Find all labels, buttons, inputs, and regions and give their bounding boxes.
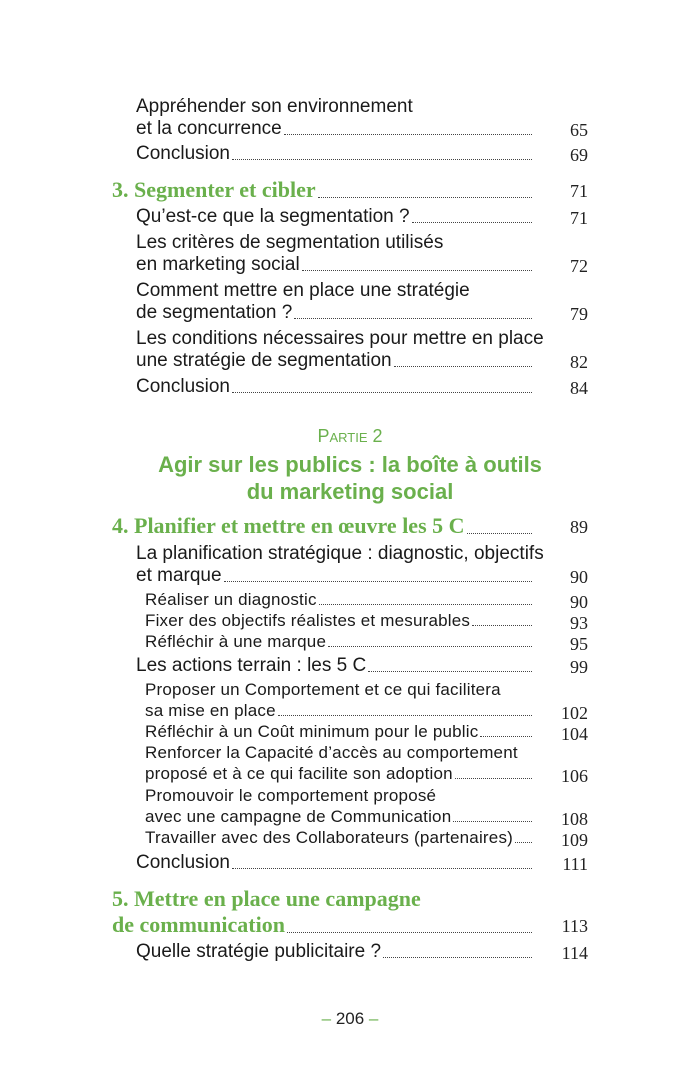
entry-title-text: en marketing social — [136, 254, 300, 275]
dot-leader — [453, 821, 532, 822]
entry-title-text: Conclusion — [136, 143, 230, 164]
entry-title-line — [112, 513, 540, 539]
page-number-ref: 65 — [570, 120, 588, 140]
dot-leader — [328, 646, 532, 647]
page-footer — [0, 1008, 700, 1030]
entry-title-line — [145, 722, 540, 742]
page-number-ref: 104 — [561, 724, 588, 744]
entry-title-line: La planification stratégique : diagnostic, objectifs — [136, 543, 544, 564]
entry-title-line: Renforcer la Capacité d’accès au comportement — [145, 743, 518, 762]
entry-title-line: Comment mettre en place une stratégie — [136, 280, 470, 301]
entry-title-line — [145, 611, 540, 631]
page-number-ref: 79 — [570, 304, 588, 324]
part-title-line-1: Agir sur les publics : la boîte à outils — [158, 452, 542, 477]
entry-title-text: Réaliser un diagnostic — [145, 590, 317, 609]
entry-title-text: Fixer des objectifs réalistes et mesurables — [145, 611, 471, 630]
page-number-ref: 114 — [561, 943, 588, 963]
entry-title-text: Conclusion — [136, 852, 230, 873]
dot-leader — [480, 736, 532, 737]
page-number-ref: 99 — [570, 657, 588, 677]
entry-title-text: proposé et à ce qui facilite son adoption — [145, 764, 453, 783]
page-number-ref: 102 — [561, 703, 588, 723]
part-label: Partie 2 — [317, 426, 383, 446]
dot-leader — [287, 932, 532, 933]
dot-leader — [467, 533, 532, 534]
entry-title-line — [145, 701, 540, 721]
entry-title-line — [136, 565, 540, 587]
entry-title-line — [136, 941, 540, 963]
entry-title-line — [145, 764, 540, 784]
page-number-ref: 89 — [570, 517, 588, 537]
dot-leader — [278, 715, 532, 716]
page-number-ref: 108 — [561, 809, 588, 829]
page-number-ref: 69 — [570, 145, 588, 165]
dot-leader — [232, 392, 532, 393]
entry-title-text: et marque — [136, 565, 222, 586]
page-number-ref: 82 — [570, 352, 588, 372]
entry-title-text: avec une campagne de Communication — [145, 807, 452, 826]
entry-title-line — [112, 177, 540, 203]
dot-leader — [383, 957, 532, 958]
entry-title-line: Les critères de segmentation utilisés — [136, 232, 444, 253]
entry-title-text: de segmentation ? — [136, 302, 293, 323]
page-number-ref: 111 — [562, 854, 588, 874]
entry-title-line: Appréhender son environnement — [136, 96, 413, 117]
entry-title-text: et la concurrence — [136, 118, 282, 139]
entry-title-text: de communication — [112, 912, 285, 937]
entry-title-line — [136, 302, 540, 324]
entry-title-line — [136, 206, 540, 228]
dot-leader — [394, 366, 532, 367]
dot-leader — [318, 197, 532, 198]
page-number-ref: 71 — [570, 208, 588, 228]
entry-title-line: 5. Mettre en place une campagne — [112, 886, 421, 911]
dot-leader — [412, 222, 532, 223]
entry-title-line: Promouvoir le comportement proposé — [145, 786, 437, 805]
footer-dash-right: – — [368, 1009, 379, 1028]
entry-title-text: une stratégie de segmentation — [136, 350, 392, 371]
entry-title-text: 4. Planifier et mettre en œuvre les 5 C — [112, 513, 465, 538]
entry-title-line — [145, 632, 540, 652]
page-number-ref: 93 — [570, 613, 588, 633]
entry-title-line — [136, 350, 540, 372]
entry-title-line — [136, 655, 540, 677]
page-number-ref: 90 — [570, 592, 588, 612]
dot-leader — [294, 318, 532, 319]
entry-title-line — [136, 376, 540, 398]
page-number-ref: 109 — [561, 830, 588, 850]
entry-title-line — [112, 912, 540, 938]
entry-title-line — [145, 590, 540, 610]
entry-title-text: 3. Segmenter et cibler — [112, 177, 316, 202]
entry-title-text: Conclusion — [136, 376, 230, 397]
dot-leader — [284, 134, 532, 135]
footer-dash-left: – — [321, 1009, 332, 1028]
entry-title-line — [145, 807, 540, 827]
page-number: 206 — [335, 1009, 365, 1028]
page-number-ref: 113 — [561, 916, 588, 936]
entry-title-line: Les conditions nécessaires pour mettre en place — [136, 328, 544, 349]
page-number-ref: 71 — [570, 181, 588, 201]
page-number-ref: 72 — [570, 256, 588, 276]
dot-leader — [472, 625, 532, 626]
entry-title-text: Les actions terrain : les 5 C — [136, 655, 367, 676]
entry-title-line — [136, 852, 540, 874]
entry-title-text: Qu’est-ce que la segmentation ? — [136, 206, 410, 227]
entry-title-text: Quelle stratégie publicitaire ? — [136, 941, 382, 962]
dot-leader — [302, 270, 532, 271]
dot-leader — [232, 159, 532, 160]
entry-title-text: Réfléchir à un Coût minimum pour le public — [145, 722, 479, 741]
entry-title-text: sa mise en place — [145, 701, 276, 720]
entry-title-line: Proposer un Comportement et ce qui facilitera — [145, 680, 501, 699]
dot-leader — [319, 604, 532, 605]
entry-title-line — [136, 118, 540, 140]
entry-title-text: Travailler avec des Collaborateurs (partenaires) — [145, 828, 514, 847]
page-number-ref: 106 — [561, 766, 588, 786]
page-number-ref: 90 — [570, 567, 588, 587]
page-number-ref: 95 — [570, 634, 588, 654]
page-number-ref: 84 — [570, 378, 588, 398]
part-title-line-2: du marketing social — [246, 479, 454, 504]
entry-title-line — [136, 143, 540, 165]
entry-title-text: Réfléchir à une marque — [145, 632, 327, 651]
dot-leader — [232, 868, 532, 869]
entry-title-line — [145, 828, 540, 848]
dot-leader — [455, 778, 532, 779]
dot-leader — [224, 581, 532, 582]
dot-leader — [368, 671, 532, 672]
entry-title-line — [136, 254, 540, 276]
